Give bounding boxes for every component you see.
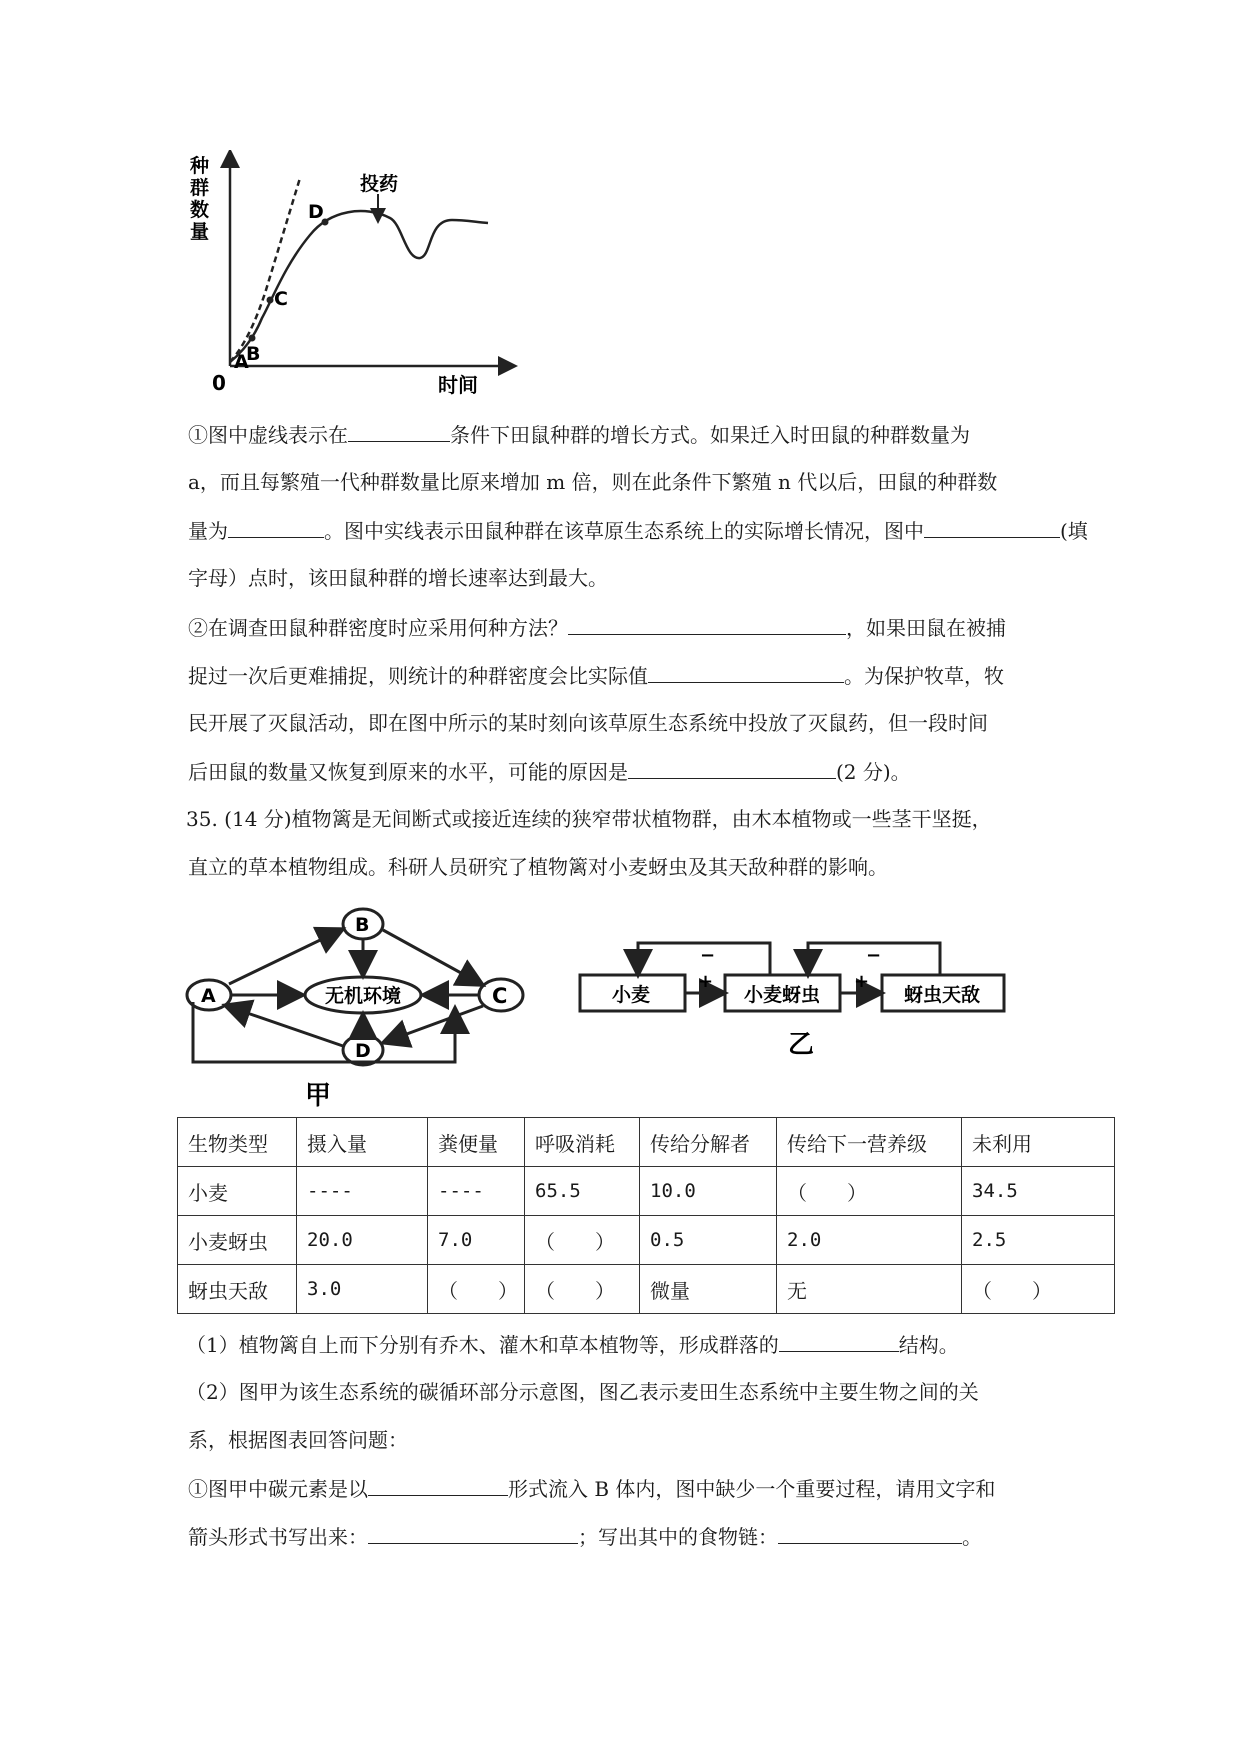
node-d-label: D [355,1040,371,1062]
table-cell: 小麦蚜虫 [178,1216,297,1265]
table-row [178,1265,1115,1314]
q35-sub2a-line-1: ①图甲中碳元素是以 形式流入 B 体内，图中缺少一个重要过程，请用文字和 [188,1477,996,1501]
table-header-cell: 传给分解者 [640,1118,777,1167]
q34-line-5: ②在调查田鼠种群密度时应采用何种方法？ ，如果田鼠在被捕 [188,616,1006,640]
table-cell: 10.0 [640,1167,777,1216]
box-aphid-label: 小麦蚜虫 [744,984,821,1006]
table-cell: 3.0 [297,1265,428,1314]
node-a-label: A [201,985,216,1007]
table-cell: 微量 [640,1265,777,1314]
answer-blank[interactable] [568,614,846,635]
y-axis-label-1: 种 [190,155,210,177]
carbon-cycle-diagram [185,902,535,1112]
point-b-dot [249,335,256,342]
point-b-label: B [246,343,261,365]
energy-table [177,1117,1115,1314]
answer-blank[interactable] [368,1523,578,1544]
table-cell: 2.0 [777,1216,962,1265]
q34-line-2: a，而且每繁殖一代种群数量比原来增加 m 倍，则在此条件下繁殖 n 代以后，田鼠的种群数 [188,470,998,494]
q34-line-8: 后田鼠的数量又恢复到原来的水平，可能的原因是 (2 分)。 [188,760,911,784]
table-cell: 2.5 [962,1216,1115,1265]
q34-line-1: ①图中虚线表示在 条件下田鼠种群的增长方式。如果迁入时田鼠的种群数量为 [188,423,970,447]
table-cell: 小麦 [178,1167,297,1216]
y-axis-label-3: 数 [190,199,210,221]
answer-blank[interactable] [648,662,844,683]
q35-sub1: （1）植物篱自上而下分别有乔木、灌木和草本植物等，形成群落的 结构。 [186,1333,959,1357]
table-cell: 0.5 [640,1216,777,1265]
j-curve-dashed [230,178,300,362]
s-curve-solid [230,211,488,362]
answer-blank-cell[interactable]: （ ） [428,1265,525,1314]
origin-label: 0 [212,371,226,395]
table-header-cell: 呼吸消耗 [525,1118,640,1167]
answer-blank[interactable] [778,1523,962,1544]
table-cell: ---- [428,1167,525,1216]
table-header-cell: 生物类型 [178,1118,297,1167]
answer-blank-cell[interactable]: （ ） [525,1265,640,1314]
q34-line-7: 民开展了灭鼠活动，即在图中所示的某时刻向该草原生态系统中投放了灭鼠药，但一段时间 [188,711,988,735]
q34-line-6: 捉过一次后更难捕捉，则统计的种群密度会比实际值 。为保护牧草，牧 [188,664,1004,688]
food-relation-diagram [570,925,1040,1065]
answer-blank[interactable] [779,1331,899,1352]
table-header-cell: 摄入量 [297,1118,428,1167]
table-row [178,1216,1115,1265]
box-enemy-label: 蚜虫天敌 [904,984,981,1006]
point-c-dot [267,297,274,304]
arrow-a-b [229,930,341,984]
answer-blank[interactable] [628,758,836,779]
population-growth-graph [190,150,520,395]
answer-blank[interactable] [228,517,324,538]
drug-label: 投药 [360,173,399,195]
x-axis-label: 时间 [438,373,478,395]
diagram-yi-caption: 乙 [788,1030,815,1060]
table-cell: 20.0 [297,1216,428,1265]
answer-blank[interactable] [368,1475,508,1496]
point-d-label: D [308,201,324,223]
answer-blank-cell[interactable]: （ ） [962,1265,1115,1314]
q34-line-3: 量为 。图中实线表示田鼠种群在该草原生态系统上的实际增长情况，图中 (填 [188,519,1088,543]
table-cell: 65.5 [525,1167,640,1216]
q35-sub2a-line-2: 箭头形式书写出来： ；写出其中的食物链： 。 [188,1525,982,1549]
answer-blank[interactable] [924,517,1060,538]
diagram-jia-caption: 甲 [305,1081,332,1111]
table-header-cell: 传给下一营养级 [777,1118,962,1167]
q35-sub2-line-2: 系，根据图表回答问题： [188,1428,408,1452]
box-wheat-label: 小麦 [612,984,651,1006]
q35-sub2-line-1: （2）图甲为该生态系统的碳循环部分示意图，图乙表示麦田生态系统中主要生物之间的关 [186,1380,979,1404]
answer-blank[interactable] [348,421,450,442]
plus-sign-2: + [854,971,870,992]
arrow-c-d [385,1006,483,1042]
minus-sign-2: − [866,945,882,966]
y-axis-label-2: 群 [190,177,210,199]
table-header-cell: 粪便量 [428,1118,525,1167]
q35-line-2: 直立的草本植物组成。科研人员研究了植物篱对小麦蚜虫及其天敌种群的影响。 [188,855,888,879]
table-cell: 7.0 [428,1216,525,1265]
q34-line-4: 字母）点时，该田鼠种群的增长速率达到最大。 [188,566,608,590]
table-cell: 蚜虫天敌 [178,1265,297,1314]
arrow-d-a [227,1006,343,1046]
node-b-label: B [355,914,370,936]
y-axis-label-4: 量 [190,221,210,243]
node-c-label: C [492,984,508,1008]
answer-blank-cell[interactable]: （ ） [525,1216,640,1265]
table-header-row [178,1118,1115,1167]
q35-line-1: 35. (14 分)植物篱是无间断式或接近连续的狭窄带状植物群，由木本植物或一些茎干坚挺， [186,807,992,831]
center-label: 无机环境 [325,985,402,1007]
table-header-cell: 未利用 [962,1118,1115,1167]
arrow-b-c [383,930,481,984]
answer-blank-cell[interactable]: （ ） [777,1167,962,1216]
table-cell: ---- [297,1167,428,1216]
plus-sign-1: + [698,971,714,992]
point-c-label: C [274,288,288,310]
table-row [178,1167,1115,1216]
table-cell: 无 [777,1265,962,1314]
minus-sign-1: − [700,945,716,966]
table-cell: 34.5 [962,1167,1115,1216]
point-a-label: A [234,351,249,373]
